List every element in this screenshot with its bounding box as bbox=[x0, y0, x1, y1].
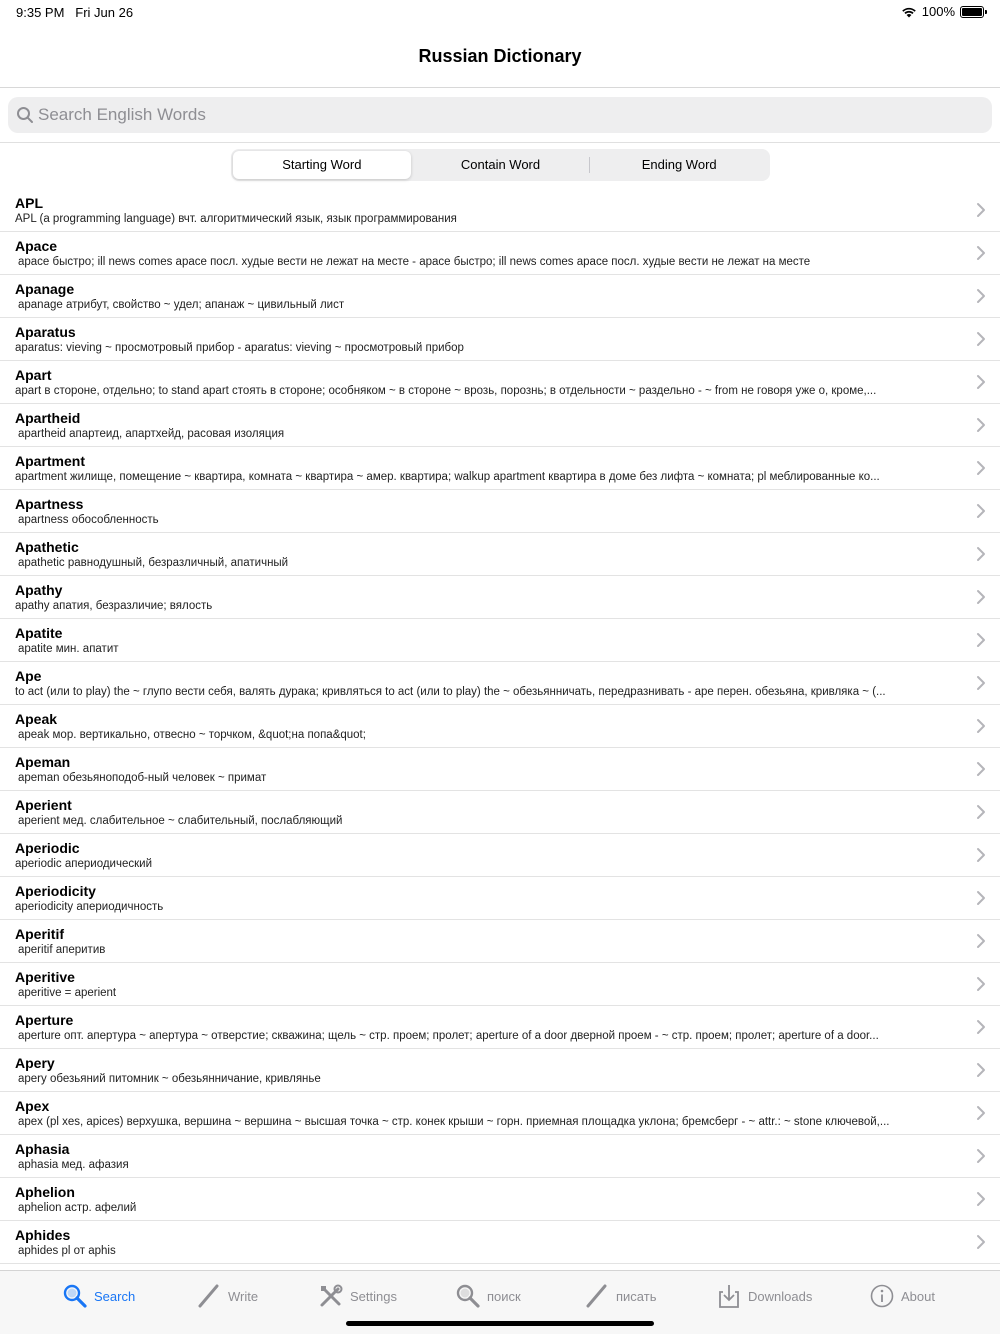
entry-definition: aperient мед. слабительное ~ слабительный, послабляющий bbox=[18, 815, 343, 827]
entry-definition: aphasia мед. афазия bbox=[18, 1159, 129, 1171]
chevron-right-icon bbox=[976, 503, 986, 519]
entry-definition: aphelion астр. афелий bbox=[18, 1202, 137, 1214]
entry-definition: apatite мин. апатит bbox=[18, 643, 119, 655]
entry-word: Aperient bbox=[15, 797, 72, 813]
entry-definition: aperitive = aperient bbox=[18, 987, 117, 999]
segment-contain-word[interactable]: Contain Word bbox=[460, 157, 541, 172]
list-item[interactable] bbox=[0, 748, 1000, 791]
entry-word: Aperiodicity bbox=[15, 883, 96, 899]
entry-word: Aparatus bbox=[15, 324, 76, 340]
divider bbox=[0, 142, 1000, 143]
status-bar bbox=[0, 0, 1000, 24]
list-item[interactable] bbox=[0, 662, 1000, 705]
entry-definition: apex (pl xes, apices) верхушка, вершина ~ вершина ~ высшая точка ~ стр. конек крыши ~ горн. приемная площадка уклона; бремсберг - ~ attr.: ~ stone ключевой,... bbox=[18, 1116, 890, 1128]
list-item[interactable] bbox=[0, 791, 1000, 834]
chevron-right-icon bbox=[976, 933, 986, 949]
list-item[interactable] bbox=[0, 963, 1000, 1006]
entry-word: Aphides bbox=[15, 1227, 71, 1243]
chevron-right-icon bbox=[976, 1191, 986, 1207]
tab-about[interactable] bbox=[869, 1283, 935, 1309]
entry-word: Apery bbox=[15, 1055, 55, 1071]
magnifier-icon bbox=[455, 1283, 481, 1309]
chevron-right-icon bbox=[976, 589, 986, 605]
list-item[interactable] bbox=[0, 189, 1000, 232]
entry-word: Apanage bbox=[15, 281, 75, 297]
chevron-right-icon bbox=[976, 1019, 986, 1035]
wifi-icon bbox=[901, 6, 917, 18]
chevron-right-icon bbox=[976, 417, 986, 433]
chevron-right-icon bbox=[976, 546, 986, 562]
tab-label: Search bbox=[94, 1288, 136, 1304]
tab-label: поиск bbox=[487, 1288, 521, 1304]
entry-word: Apex bbox=[15, 1098, 50, 1114]
entry-word: Apathetic bbox=[15, 539, 79, 555]
list-item[interactable] bbox=[0, 877, 1000, 920]
entry-definition: apery обезьяний питомник ~ обезьянничание, кривлянье bbox=[18, 1073, 321, 1085]
search-mode-segmented-control bbox=[231, 149, 770, 181]
chevron-right-icon bbox=[976, 460, 986, 476]
entry-definition: apartment жилище, помещение ~ квартира, комната ~ квартира ~ амер. квартира; walkup apartment квартира в доме без лифта ~ комната; pl меблированные ко... bbox=[15, 471, 880, 483]
chevron-right-icon bbox=[976, 804, 986, 820]
tab-settings[interactable] bbox=[318, 1283, 397, 1309]
list-item[interactable] bbox=[0, 1178, 1000, 1221]
entry-definition: aperture опт. апертура ~ апертура ~ отверстие; скважина; щель ~ стр. проем; пролет; aperture of a door дверной проем - ~ стр. проем; пролет; aperture of a door... bbox=[18, 1030, 879, 1042]
entry-word: Aphelion bbox=[15, 1184, 75, 1200]
chevron-right-icon bbox=[976, 1234, 986, 1250]
chevron-right-icon bbox=[976, 675, 986, 691]
download-icon bbox=[716, 1283, 742, 1309]
list-item[interactable] bbox=[0, 533, 1000, 576]
entry-definition: apanage атрибут, свойство ~ удел; апанаж ~ цивильный лист bbox=[18, 299, 345, 311]
entry-word: Aperiodic bbox=[15, 840, 80, 856]
entry-definition: apartness обособленность bbox=[18, 514, 159, 526]
info-icon bbox=[869, 1283, 895, 1309]
tab-label: писать bbox=[616, 1288, 657, 1304]
entry-word: Apathy bbox=[15, 582, 63, 598]
entry-word: Apatite bbox=[15, 625, 63, 641]
list-item[interactable] bbox=[0, 1006, 1000, 1049]
magnifier-icon bbox=[62, 1283, 88, 1309]
home-indicator bbox=[346, 1321, 654, 1326]
entry-definition: apeman обезьяноподоб-ный человек ~ примат bbox=[18, 772, 267, 784]
entry-definition: apace быстро; ill news comes apace посл. худые вести не лежат на месте - apace быстро; ill news comes apace посл. худые вести не лежат на месте bbox=[18, 256, 811, 268]
list-item[interactable] bbox=[0, 1135, 1000, 1178]
list-item[interactable] bbox=[0, 447, 1000, 490]
tab-label: Downloads bbox=[748, 1288, 813, 1304]
entry-word: Apartness bbox=[15, 496, 84, 512]
entry-word: Aperitive bbox=[15, 969, 75, 985]
tab-label: About bbox=[901, 1288, 935, 1304]
list-item[interactable] bbox=[0, 619, 1000, 662]
list-item[interactable] bbox=[0, 1221, 1000, 1264]
chevron-right-icon bbox=[976, 202, 986, 218]
status-time bbox=[16, 5, 133, 20]
list-item[interactable] bbox=[0, 318, 1000, 361]
entry-definition: apeak мор. вертикально, отвесно ~ торчком, &quot;на попа&quot; bbox=[18, 729, 366, 741]
tab-downloads[interactable] bbox=[716, 1283, 812, 1309]
entry-definition: to act (или to play) the ~ глупо вести себя, валять дурака; кривляться to act (или to play) the ~ обезьянничать, передразнивать - ape перен. обезьяна, кривляка ~ (... bbox=[15, 686, 886, 698]
chevron-right-icon bbox=[976, 331, 986, 347]
chevron-right-icon bbox=[976, 761, 986, 777]
chevron-right-icon bbox=[976, 288, 986, 304]
chevron-right-icon bbox=[976, 1148, 986, 1164]
entry-word: Apeman bbox=[15, 754, 71, 770]
search-icon bbox=[16, 106, 34, 124]
chevron-right-icon bbox=[976, 890, 986, 906]
segment-ending-word[interactable]: Ending Word bbox=[641, 157, 717, 172]
entry-word: Aperitif bbox=[15, 926, 64, 942]
list-item[interactable] bbox=[0, 361, 1000, 404]
chevron-right-icon bbox=[976, 245, 986, 261]
chevron-right-icon bbox=[976, 976, 986, 992]
tools-icon bbox=[318, 1283, 344, 1309]
chevron-right-icon bbox=[976, 632, 986, 648]
battery-icon bbox=[960, 6, 984, 18]
entry-definition: aparatus: vieving ~ просмотровый прибор - aparatus: vieving ~ просмотровый прибор bbox=[15, 342, 464, 354]
tab-label: Settings bbox=[350, 1288, 397, 1304]
list-item[interactable] bbox=[0, 232, 1000, 275]
entry-word: Ape bbox=[15, 668, 42, 684]
tab-poisk[interactable] bbox=[455, 1283, 521, 1309]
entry-definition: aperiodic апериодический bbox=[15, 858, 152, 870]
search-bar[interactable] bbox=[8, 97, 992, 133]
entry-definition: aperiodicity апериодичность bbox=[15, 901, 164, 913]
list-item[interactable] bbox=[0, 576, 1000, 619]
status-right bbox=[901, 4, 984, 19]
list-item[interactable] bbox=[0, 705, 1000, 748]
entry-word: Apace bbox=[15, 238, 58, 254]
status-clock: 9:35 PM bbox=[16, 5, 65, 20]
entry-definition: aperitif аперитив bbox=[18, 944, 106, 956]
pencil-icon bbox=[196, 1283, 222, 1309]
entry-word: Apeak bbox=[15, 711, 58, 727]
entry-word: APL bbox=[15, 195, 43, 211]
status-date: Fri Jun 26 bbox=[75, 5, 134, 20]
battery-percent: 100% bbox=[921, 4, 955, 19]
chevron-right-icon bbox=[976, 847, 986, 863]
word-list bbox=[0, 189, 1000, 1264]
list-item[interactable] bbox=[0, 1049, 1000, 1092]
segment-starting-word[interactable]: Starting Word bbox=[233, 151, 411, 179]
pencil-icon bbox=[584, 1283, 610, 1309]
entry-word: Apartment bbox=[15, 453, 86, 469]
page-title: Russian Dictionary bbox=[418, 46, 582, 66]
chevron-right-icon bbox=[976, 1062, 986, 1078]
tab-label: Write bbox=[228, 1288, 259, 1304]
entry-definition: apartheid апартеид, апартхейд, расовая изоляция bbox=[18, 428, 285, 440]
chevron-right-icon bbox=[976, 718, 986, 734]
list-item[interactable] bbox=[0, 920, 1000, 963]
navigation-bar bbox=[0, 24, 1000, 88]
entry-definition: apathetic равнодушный, безразличный, апатичный bbox=[18, 557, 289, 569]
entry-definition: aphides pl от aphis bbox=[18, 1245, 116, 1257]
entry-word: Apartheid bbox=[15, 410, 81, 426]
entry-word: Aphasia bbox=[15, 1141, 70, 1157]
entry-word: Apart bbox=[15, 367, 52, 383]
list-item[interactable] bbox=[0, 1092, 1000, 1135]
tab-search[interactable] bbox=[62, 1283, 135, 1309]
tab-pisat[interactable] bbox=[584, 1283, 656, 1309]
tab-write[interactable] bbox=[196, 1283, 258, 1309]
entry-definition: APL (a programming language) вчт. алгоритмический язык, язык программирования bbox=[15, 213, 457, 225]
list-item[interactable] bbox=[0, 275, 1000, 318]
search-input[interactable] bbox=[38, 97, 978, 133]
entry-definition: apart в стороне, отдельно; to stand apart стоять в стороне; особняком ~ в стороне ~ врозь, порознь; в отдельности ~ раздельно - ~ from не говоря уже о, кроме,... bbox=[15, 385, 877, 397]
list-item[interactable] bbox=[0, 834, 1000, 877]
entry-word: Aperture bbox=[15, 1012, 74, 1028]
list-item[interactable] bbox=[0, 404, 1000, 447]
list-item[interactable] bbox=[0, 490, 1000, 533]
entry-definition: apathy апатия, безразличие; вялость bbox=[15, 600, 213, 612]
chevron-right-icon bbox=[976, 1105, 986, 1121]
chevron-right-icon bbox=[976, 374, 986, 390]
